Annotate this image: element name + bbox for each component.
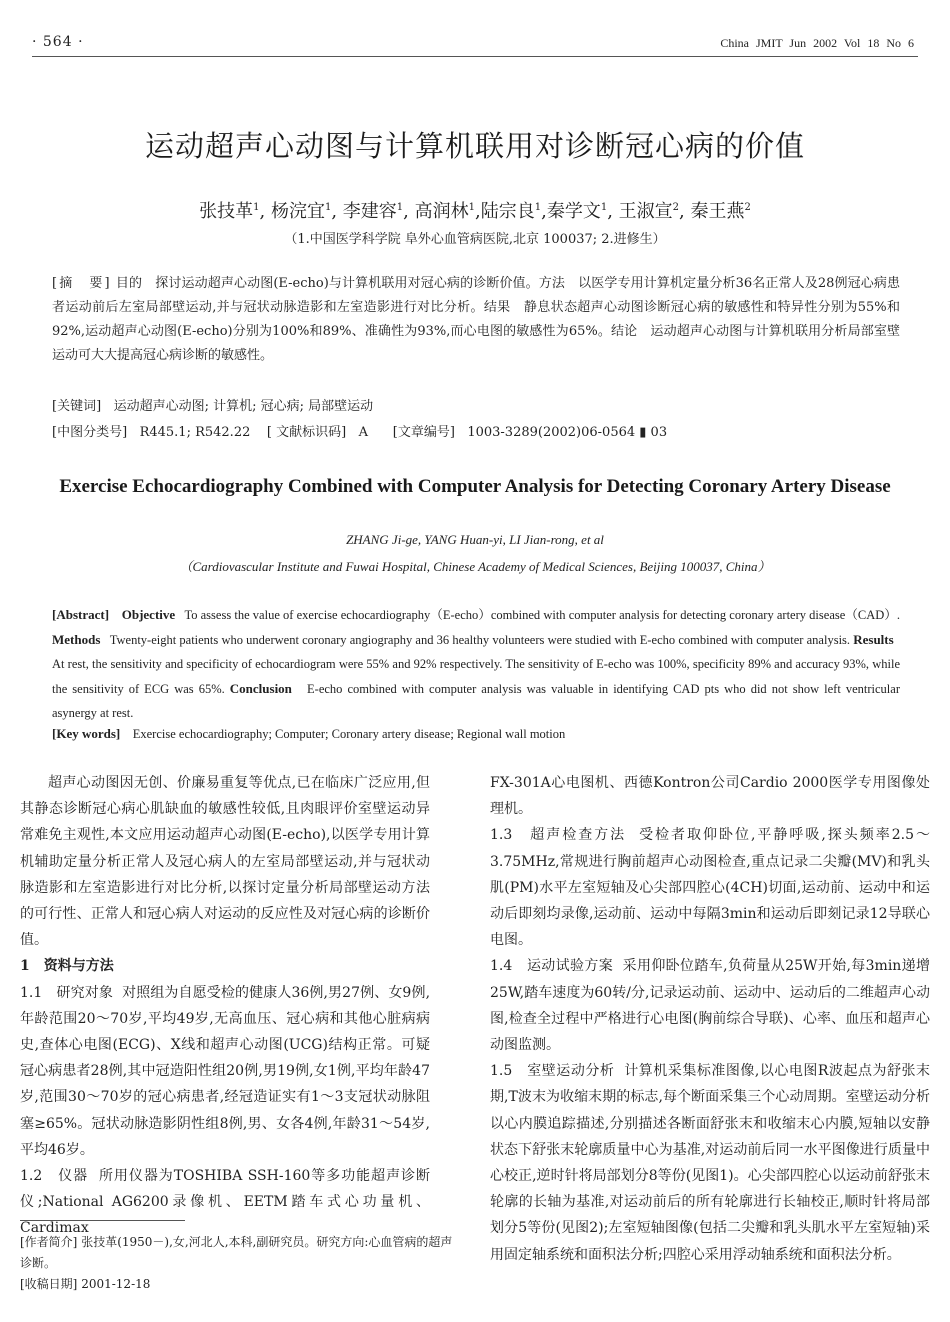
- abstract-en: [52, 603, 900, 726]
- paragraph-1-3: [490, 822, 930, 953]
- paragraph-text: 采用仰卧位踏车,负荷量从25W开始,每3min递增25W,踏车速度为60转/分,记录运动前、运动中、运动后的二维超声心动图,检查全过程中严格进行心电图(胸前综合导联)、心率、血压和超声心动图监测。: [490, 958, 931, 1054]
- header-rule: [32, 56, 918, 57]
- received-date-value: 2001-12-18: [81, 1277, 151, 1291]
- keywords-cn-text: 运动超声心动图; 计算机; 冠心病; 局部壁运动: [113, 399, 374, 414]
- footnote-rule: [20, 1220, 185, 1221]
- footnote: [20, 1232, 460, 1295]
- paragraph-text: 受检者取仰卧位,平静呼吸,探头频率2.5～3.75MHz,常规进行胸前超声心动图检查,重点记录二尖瓣(MV)和乳头肌(PM)水平左室短轴及心尖部四腔心(4CH)切面,运动前、运动中和运动后即刻均录像,运动前、运动中每隔3min和运动后即刻记录12导联心电图。: [490, 827, 931, 949]
- keywords-en-text: Exercise echocardiography; Computer; Coronary artery disease; Regional wall motion: [132, 727, 566, 741]
- paragraph-text: 对照组为自愿受检的健康人36例,男27例、女9例,年龄范围20～70岁,平均49岁,无高血压、冠心病和其他心脏病病史,查体心电图(ECG)、X线和超声心动图(UCG)结构正常。可疑冠心病患者28例,其中冠造阳性组20例,男19例,女1例,平均年龄47岁,范围30～70岁的冠心病患者,经冠造证实有1～3支冠状动脉阻塞≥65%。冠状动脉造影阴性组8例,男、女各4例,年龄31～54岁,平均46岁。: [20, 984, 431, 1158]
- doc-code-label: [ 文献标识码]: [266, 425, 347, 440]
- subsection-heading: 1.5 室壁运动分析: [490, 1063, 615, 1080]
- paragraph-text: 所用仪器为TOSHIBA SSH-160等多功能超声诊断仪;National AG6200录像机、EETM踏车式心功量机、Cardimax: [20, 1168, 431, 1237]
- clc-value: R445.1; R542.22: [139, 425, 251, 440]
- authors-cn: 张技革$^1$, 杨浣宜$^1$, 李建容$^1$, 高润林$^1$,陆宗良$^1$,秦学文$^1$, 王淑宣$^2$, 秦王燕$^2$: [199, 201, 751, 222]
- subsection-heading: 1.1 研究对象: [20, 984, 113, 1001]
- paragraph-1-4: [490, 953, 930, 1058]
- author: 张技革$^1$: [199, 201, 260, 222]
- author-bio-text: 张技革(1950－),女,河北人,本科,副研究员。研究方向:心血管病的超声诊断。: [20, 1235, 453, 1270]
- author: 王淑宣$^2$: [618, 201, 680, 222]
- conclusion-label: Conclusion: [229, 680, 292, 696]
- paragraph-continued: FX-301A心电图机、西德Kontron公司Cardio 2000医学专用图像处理机。: [490, 775, 930, 818]
- classification-line: [52, 421, 900, 440]
- abstract-cn-label: [摘 要]: [52, 276, 112, 291]
- author: 杨浣宜$^1$: [270, 201, 332, 222]
- article-id-label: [文章编号]: [392, 425, 455, 440]
- page-number: · 564 ·: [32, 34, 84, 50]
- author: 高润林$^1$: [414, 201, 475, 222]
- article-id-value: 1003-3289(2002)06-0564 ▮ 03: [467, 425, 668, 440]
- intro-paragraph: 超声心动图因无创、价廉易重复等优点,已在临床广泛应用,但其静态诊断冠心病心肌缺血的敏感性较低,且肉眼评价室壁运动异常难免主观性,本文应用运动超声心动图(E-echo),以医学专用计算机辅助定量分析正常人及冠心病人的左室局部壁运动,并与冠状动脉造影和左室造影进行对比分析,以探讨定量分析局部壁运动方法的可行性、正常人和冠心病人对运动的反应性及对冠心病的诊断价值。: [20, 775, 430, 949]
- abstract-en-label: [Abstract]: [52, 607, 110, 622]
- methods-label: Methods: [52, 631, 101, 647]
- author-bio: [20, 1232, 460, 1274]
- objective-text: To assess the value of exercise echocardiography（E-echo）combined with computer analysis for detecting coronary artery disease（CAD）.: [184, 608, 900, 622]
- paragraph-text: 计算机采集标准图像,以心电图R波起点为舒张末期,T波末为收缩末期的标志,每个断面采集三个心动周期。室壁运动分析以心内膜追踪描述,分别描述各断面舒张末和收缩末心内膜,短轴以安静状态下舒张末轮廓质量中心为基准,对运动前后同一水平图像进行质量中心校正,逆时针将局部划分8等份(见图1)。心尖部四腔心以运动前舒张末轮廓的长轴为基准,对运动前后的所有轮廓进行长轴校正,顺时针将局部划分5等份(见图2);左室短轴图像(包括二尖瓣和乳头肌水平左室短轴)采用固定轴系统和面积法分析;四腔心采用浮动轴系统和面积法分析。: [490, 1063, 930, 1263]
- author: 秦王燕$^2$: [690, 201, 751, 222]
- title-cn: 运动超声心动图与计算机联用对诊断冠心病的价值: [144, 129, 805, 163]
- keywords-en-label: [Key words]: [52, 726, 121, 741]
- journal-info: China JMIT Jun 2002 Vol 18 No 6: [720, 36, 914, 50]
- body-right-column: [490, 770, 930, 1268]
- doc-code-value: A: [358, 425, 368, 440]
- received-date-label: [收稿日期]: [20, 1277, 78, 1291]
- clc-label: [中图分类号]: [52, 425, 128, 440]
- abstract-cn: [52, 272, 900, 368]
- paragraph-1-2: [20, 1163, 430, 1242]
- title-en: Exercise Echocardiography Combined with Computer Analysis for Detecting Coronary Artery Disease: [59, 476, 891, 497]
- section-heading: 1 资料与方法: [20, 958, 114, 975]
- conclusion-text: E-echo combined with computer analysis was valuable in identifying CAD pts who did not show left ventricular asynergy at rest.: [52, 681, 900, 720]
- paragraph-1-1: [20, 980, 430, 1163]
- keywords-en: [52, 726, 900, 742]
- keywords-cn: [52, 395, 900, 414]
- results-label: Results: [853, 631, 894, 647]
- author: 秦学文$^1$: [546, 201, 608, 222]
- subsection-heading: 1.3 超声检查方法: [490, 827, 627, 844]
- author: 陆宗良$^1$: [480, 201, 542, 222]
- body-left-column: [20, 770, 430, 1242]
- results-text: At rest, the sensitivity and specificity of echocardiogram were 55% and 92% respectively. The sensitivity of E-echo was 100%, specificity 89% and accuracy 93%, while the sensitivity of ECG was 65%.: [52, 657, 900, 696]
- author: 李建容$^1$: [342, 201, 404, 222]
- subsection-heading: 1.4 运动试验方案: [490, 958, 614, 975]
- objective-label: Objective: [121, 607, 176, 622]
- keywords-cn-label: [关键词]: [52, 399, 102, 414]
- paragraph-1-5: [490, 1058, 930, 1268]
- abstract-cn-text: 目的 探讨运动超声心动图(E-echo)与计算机联用对冠心病的诊断价值。方法 以医学专用计算机定量分析36名正常人及28例冠心病患者运动前后左室局部壁运动,并与冠状动脉造影和左室造影进行对比分析。结果 静息状态超声心动图诊断冠心病的敏感性和特异性分别为55%和92%,运动超声心动图(E-echo)分别为100%和89%、准确性为93%,而心电图的敏感性为65%。结论 运动超声心动图与计算机联用分析局部室壁运动可大大提高冠心病诊断的敏感性。: [52, 276, 900, 363]
- methods-text: Twenty-eight patients who underwent coronary angiography and 36 healthy volunteers were studied with E-echo combined with computer analysis.: [109, 632, 851, 647]
- subsection-heading: 1.2 仪器: [20, 1168, 89, 1185]
- received-date: [20, 1274, 460, 1295]
- author-bio-label: [作者简介]: [20, 1235, 78, 1249]
- affiliation-cn: （1.中国医学科学院 阜外心血管病医院,北京 100037; 2.进修生）: [284, 232, 666, 247]
- authors-en: ZHANG Ji-ge, YANG Huan-yi, LI Jian-rong, et al: [346, 532, 604, 547]
- affiliation-en: （Cardiovascular Institute and Fuwai Hospital, Chinese Academy of Medical Sciences, Beijing 100037, China）: [179, 559, 771, 574]
